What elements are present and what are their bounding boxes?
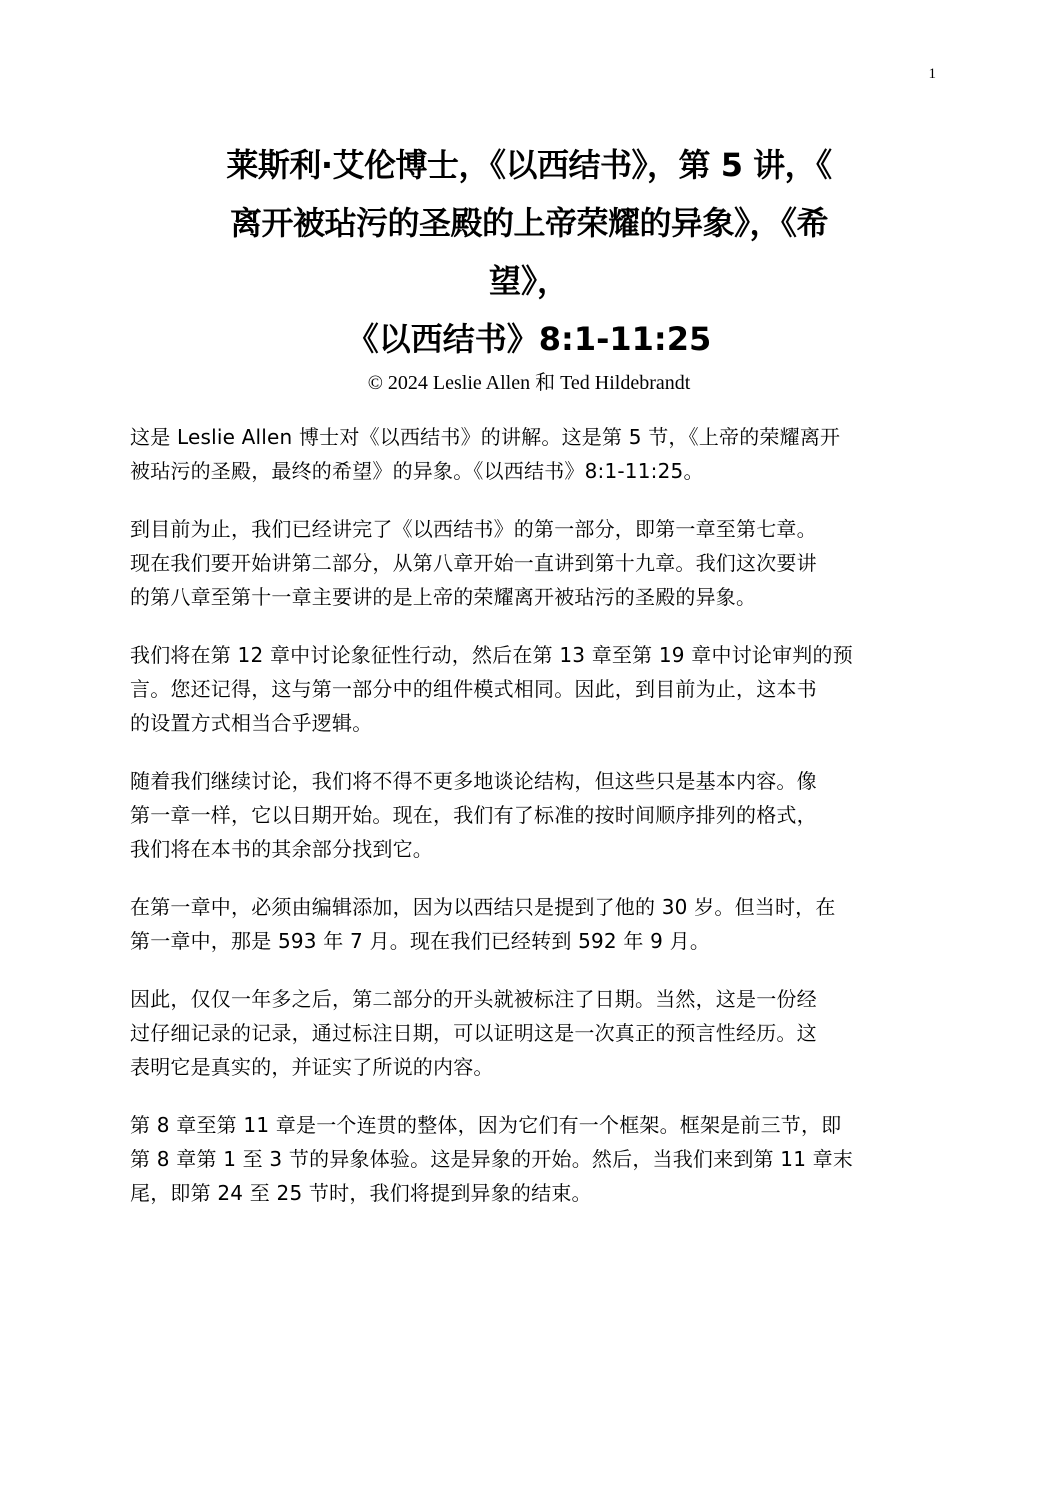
text-line: 第 8 章至第 11 章是一个连贯的整体，因为它们有一个框架。框架是前三节，即 — [130, 1113, 842, 1137]
text-line: 第一章中，那是 593 年 7 月。现在我们已经转到 592 年 9 月。 — [130, 929, 711, 953]
paragraph — [130, 982, 928, 1084]
text-line: 被玷污的圣殿，最终的希望》的异象。《以西结书》8:1-11:25。 — [130, 459, 704, 483]
text-line: 表明它是真实的，并证实了所说的内容。 — [130, 1055, 494, 1079]
body-text — [130, 420, 928, 1234]
text-line: 随着我们继续讨论，我们将不得不更多地谈论结构，但这些只是基本内容。像 — [130, 769, 817, 793]
text-line: 言。您还记得，这与第一部分中的组件模式相同。因此，到目前为止，这本书 — [130, 677, 817, 701]
paragraph — [130, 420, 928, 488]
paragraph — [130, 638, 928, 740]
title-line: 离开被玷污的圣殿的上帝荣耀的异象》，《希 — [229, 204, 828, 242]
text-line: 我们将在第 12 章中讨论象征性行动，然后在第 13 章至第 19 章中讨论审判的预 — [130, 643, 853, 667]
text-line: 第一章一样，它以日期开始。现在，我们有了标准的按时间顺序排列的格式， — [130, 803, 817, 827]
text-line: 这是 Leslie Allen 博士对《以西结书》的讲解。这是第 5 节，《上帝的荣耀离开 — [130, 425, 841, 449]
text-line: 到目前为止，我们已经讲完了《以西结书》的第一部分，即第一章至第七章。 — [130, 517, 817, 541]
text-line: 的第八章至第十一章主要讲的是上帝的荣耀离开被玷污的圣殿的异象。 — [130, 585, 757, 609]
page-number: 1 — [928, 66, 936, 82]
paragraph — [130, 890, 928, 958]
title-line: 《以西结书》8:1-11:25 — [346, 320, 712, 358]
title-line: 望》， — [488, 262, 569, 300]
copyright-notice: © 2024 Leslie Allen 和 Ted Hildebrandt — [367, 372, 691, 394]
text-line: 第 8 章第 1 至 3 节的异象体验。这是异象的开始。然后，当我们来到第 11 章末 — [130, 1147, 854, 1171]
paragraph — [130, 764, 928, 866]
text-line: 尾，即第 24 至 25 节时，我们将提到异象的结束。 — [130, 1181, 592, 1205]
text-line: 因此，仅仅一年多之后，第二部分的开头就被标注了日期。当然，这是一份经 — [130, 987, 817, 1011]
title-line: 莱斯利·艾伦博士，《以西结书》，第 5 讲，《 — [226, 146, 832, 184]
text-line: 过仔细记录的记录，通过标注日期，可以证明这是一次真正的预言性经历。这 — [130, 1021, 817, 1045]
text-line: 现在我们要开始讲第二部分，从第八章开始一直讲到第十九章。我们这次要讲 — [130, 551, 817, 575]
text-line: 的设置方式相当合乎逻辑。 — [130, 711, 373, 735]
text-line: 我们将在本书的其余部分找到它。 — [130, 837, 433, 861]
paragraph — [130, 512, 928, 614]
paragraph — [130, 1108, 928, 1210]
document-title — [130, 136, 928, 398]
text-line: 在第一章中，必须由编辑添加，因为以西结只是提到了他的 30 岁。但当时，在 — [130, 895, 836, 919]
